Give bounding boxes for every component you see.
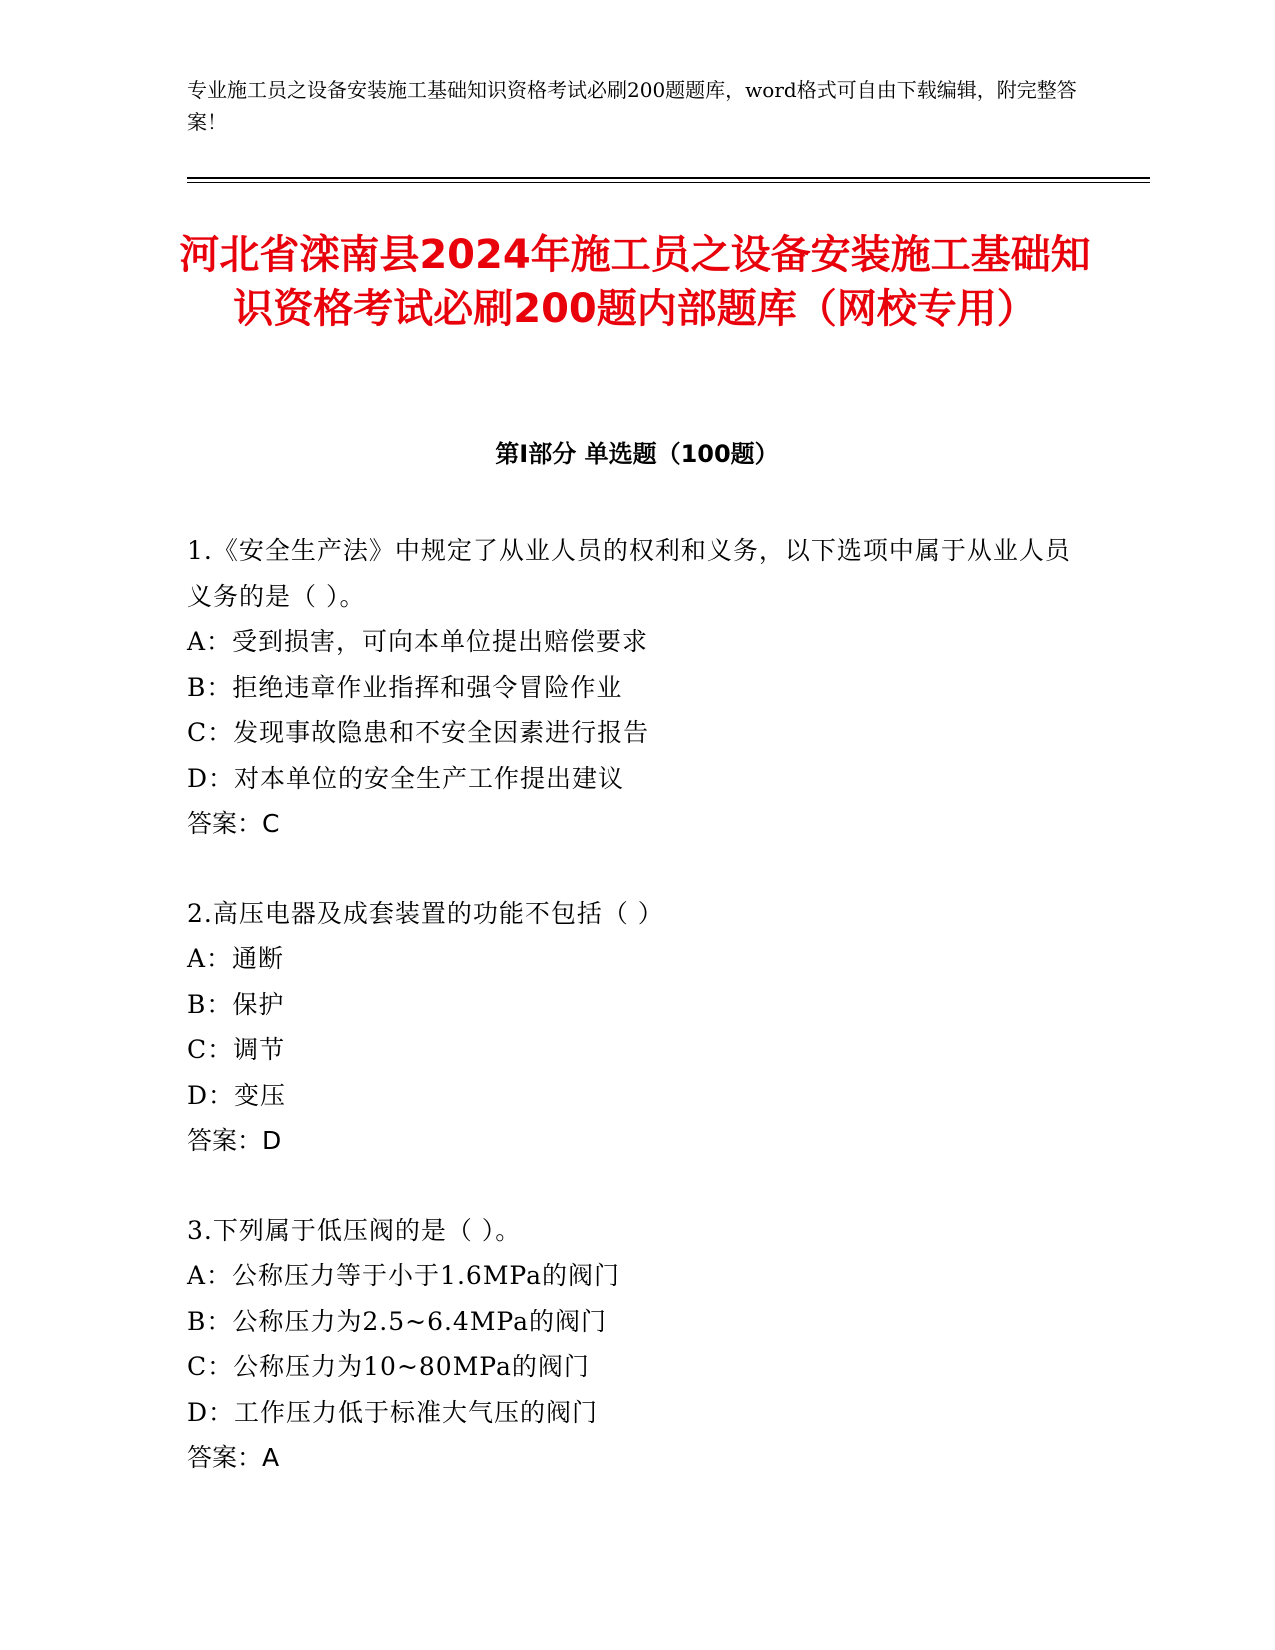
answer: 答案：C <box>187 809 280 838</box>
option-b: B：公称压力为2.5~6.4MPa的阀门 <box>187 1306 608 1336</box>
option-d: D：工作压力低于标准大气压的阀门 <box>187 1397 599 1427</box>
option-d: D：变压 <box>187 1080 287 1110</box>
header-note: 专业施工员之设备安装施工基础知识资格考试必刷200题题库，word格式可自由下载编辑，附完整答案！ <box>187 78 1077 134</box>
option-a: A：通断 <box>187 944 285 973</box>
answer: 答案：D <box>187 1126 282 1155</box>
option-c: C：公称压力为10~80MPa的阀门 <box>187 1352 590 1381</box>
answer: 答案：A <box>187 1443 280 1472</box>
question-2 <box>187 891 1087 1164</box>
option-a: A：公称压力等于小于1.6MPa的阀门 <box>187 1261 621 1290</box>
header-divider-thin <box>187 182 1150 183</box>
option-b: B：保护 <box>187 989 285 1019</box>
question-stem: 1.《安全生产法》中规定了从业人员的权利和义务，以下选项中属于从业人员义务的是（ ）。 <box>187 536 1071 611</box>
question-1 <box>187 528 1087 847</box>
question-stem: 3.下列属于低压阀的是（ ）。 <box>187 1215 522 1245</box>
option-a: A：受到损害，可向本单位提出赔偿要求 <box>187 627 649 656</box>
option-c: C：发现事故隐患和不安全因素进行报告 <box>187 718 650 747</box>
question-3 <box>187 1208 1087 1481</box>
header-divider-thick <box>187 177 1150 179</box>
option-b: B：拒绝违章作业指挥和强令冒险作业 <box>187 672 623 702</box>
document-title: 河北省滦南县2024年施工员之设备安装施工基础知识资格考试必刷200题内部题库（网校专用） <box>179 232 1091 332</box>
section-heading: 第I部分 单选题（100题） <box>495 440 779 468</box>
option-d: D：对本单位的安全生产工作提出建议 <box>187 763 625 793</box>
question-stem: 2.高压电器及成套装置的功能不包括（ ） <box>187 898 664 928</box>
question-list <box>187 528 1087 1525</box>
option-c: C：调节 <box>187 1035 286 1064</box>
